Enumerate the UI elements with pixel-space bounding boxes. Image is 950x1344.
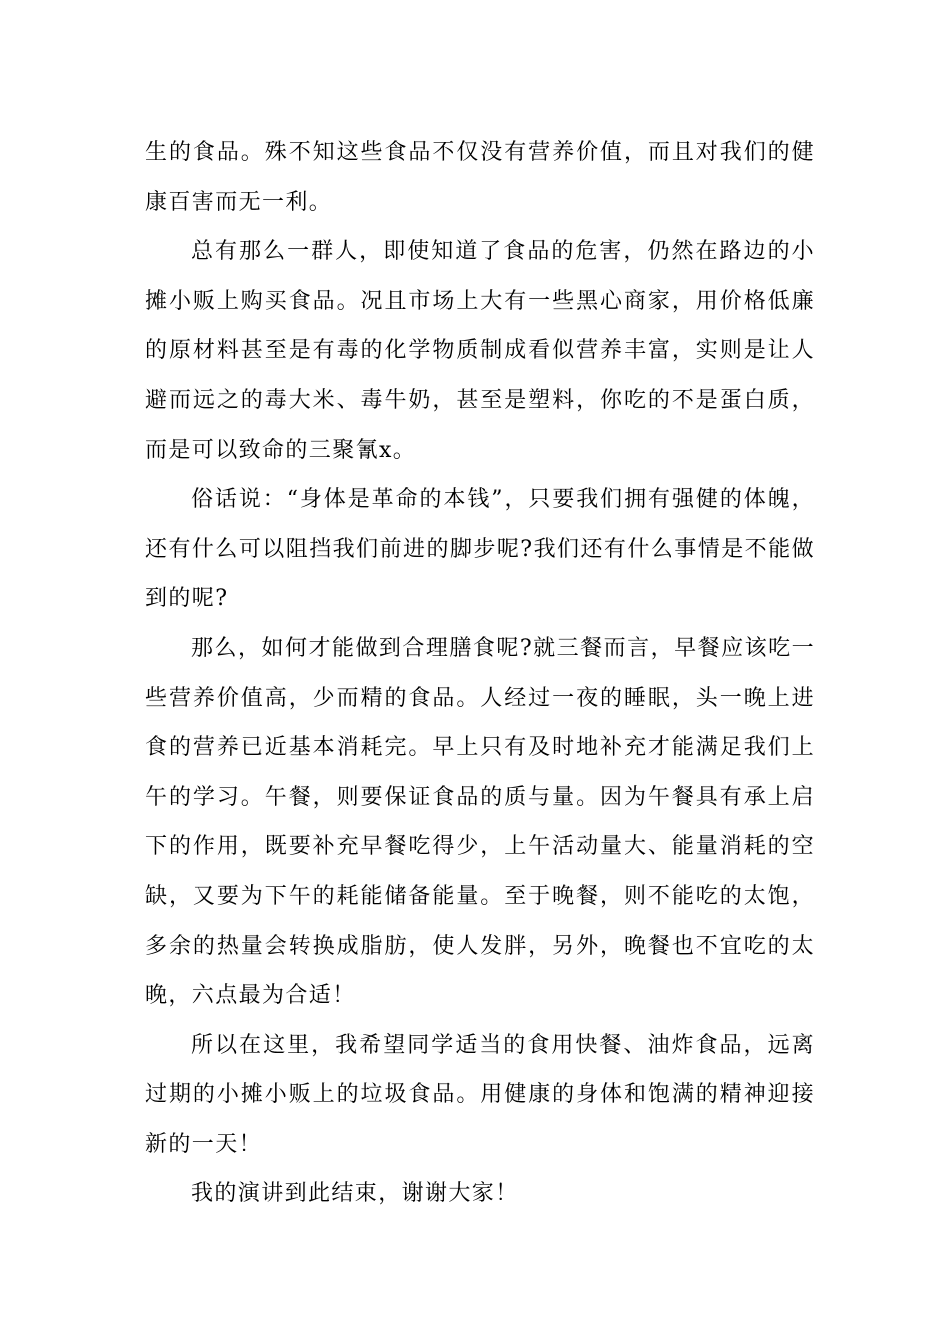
paragraph-3: 俗话说：“身体是革命的本钱”，只要我们拥有强健的体魄，还有什么可以阻挡我们前进的脚步呢?我们还有什么事情是不能做到的呢? (145, 487, 815, 612)
paragraph-2: 总有那么一群人，即使知道了食品的危害，仍然在路边的小摊小贩上购买食品。况且市场上大有一些黑心商家，用价格低廉的原材料甚至是有毒的化学物质制成看似营养丰富，实则是让人避而远之的毒大米、毒牛奶，甚至是塑料，你吃的不是蛋白质，而是可以致命的三聚氰x。 (145, 239, 815, 463)
paragraph-4: 那么，如何才能做到合理膳食呢?就三餐而言，早餐应该吃一些营养价值高，少而精的食品。人经过一夜的睡眠，头一晚上进食的营养已近基本消耗完。早上只有及时地补充才能满足我们上午的学习。午餐，则要保证食品的质与量。因为午餐具有承上启下的作用，既要补充早餐吃得少，上午活动量大、能量消耗的空缺，又要为下午的耗能储备能量。至于晚餐，则不能吃的太饱，多余的热量会转换成脂肪，使人发胖，另外，晚餐也不宜吃的太晚，六点最为合适！ (145, 635, 815, 1009)
speech-body (145, 128, 815, 1219)
paragraph-5: 所以在这里，我希望同学适当的食用快餐、油炸食品，远离过期的小摊小贩上的垃圾食品。用健康的身体和饱满的精神迎接新的一天！ (145, 1032, 815, 1157)
paragraph-6: 我的演讲到此结束，谢谢大家！ (191, 1181, 519, 1207)
paragraph-1: 生的食品。殊不知这些食品不仅没有营养价值，而且对我们的健康百害而无一利。 (145, 140, 815, 215)
